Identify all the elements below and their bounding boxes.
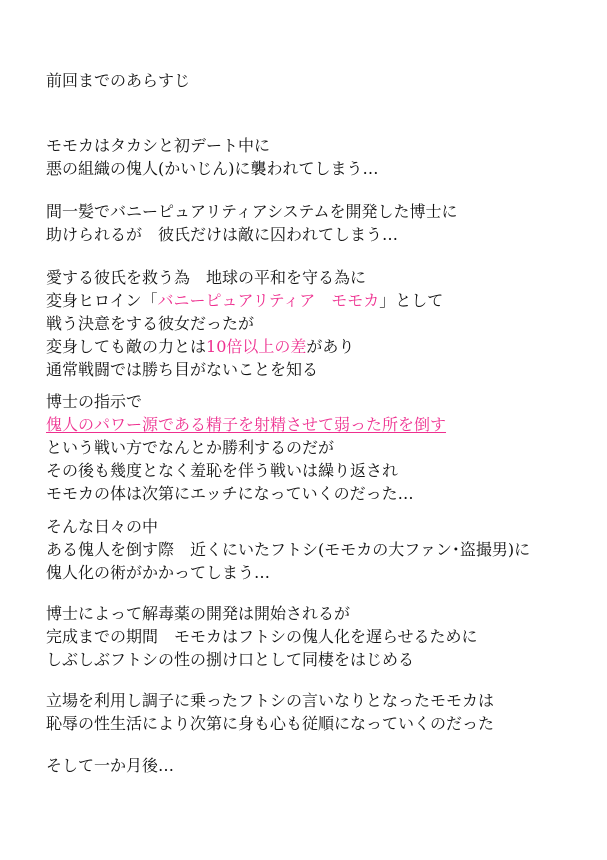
text-line: 助けられるが 彼氏だけは敵に囚われてしまう… bbox=[46, 225, 399, 244]
text-line: 完成までの期間 モモカはフトシの傀人化を遅らせるために bbox=[46, 627, 478, 646]
text-line bbox=[46, 289, 586, 312]
text-segment: 変身ヒロイン「 bbox=[46, 291, 158, 310]
paragraph-first-date bbox=[46, 134, 586, 180]
text-line: 博士によって解毒薬の開発は開始されるが bbox=[46, 604, 351, 623]
text-line: 傀人化の術がかかってしまう… bbox=[46, 563, 271, 582]
text-line: 悪の組織の傀人(かいじん)に襲われてしまう… bbox=[46, 159, 379, 178]
paragraph-submission bbox=[46, 689, 586, 735]
text-segment: 」として bbox=[379, 291, 444, 310]
text-line: しぶしぶフトシの性の捌け口として同棲をはじめる bbox=[46, 650, 415, 669]
text-line: 愛する彼氏を救う為 地球の平和を守る為に bbox=[46, 268, 367, 287]
text-line: その後も幾度となく羞恥を伴う戦いは繰り返され bbox=[46, 461, 399, 480]
text-line bbox=[46, 335, 586, 358]
text-segment: があり bbox=[306, 337, 355, 356]
text-segment: 変身しても敵の力とは bbox=[46, 337, 207, 356]
paragraph-rescue bbox=[46, 200, 586, 246]
text-line: 立場を利用し調子に乗ったフトシの言いなりとなったモモカは bbox=[46, 691, 495, 710]
paragraph-instructions bbox=[46, 390, 586, 505]
text-line: モモカはタカシと初デート中に bbox=[46, 136, 271, 155]
text-line: 恥辱の性生活により次第に身も心も従順になっていくのだった bbox=[46, 714, 495, 733]
paragraph-one-month-later bbox=[46, 754, 586, 777]
text-line: そんな日々の中 bbox=[46, 517, 159, 536]
text-line: という戦い方でなんとか勝利するのだが bbox=[46, 438, 335, 457]
text-line: そして一か月後… bbox=[46, 756, 175, 775]
heroine-name-highlight: バニーピュアリティア モモカ bbox=[157, 291, 380, 310]
text-line: 通常戦闘では勝ち目がないことを知る bbox=[46, 360, 319, 379]
text-line: モモカの体は次第にエッチになっていくのだった… bbox=[46, 484, 414, 503]
text-line: 博士の指示で bbox=[46, 392, 143, 411]
power-gap-highlight: 10倍以上の差 bbox=[206, 337, 307, 356]
text-line: 戦う決意をする彼女だったが bbox=[46, 314, 255, 333]
text-line: 間一髪でバニーピュアリティアシステムを開発した博士に bbox=[46, 202, 458, 221]
strategy-highlight: 傀人のパワー源である精子を射精させて弱った所を倒す bbox=[46, 415, 447, 434]
paragraph-futoshi bbox=[46, 515, 586, 584]
text-line: ある傀人を倒す際 近くにいたフトシ(モモカの大ファン･盗撮男)に bbox=[46, 540, 531, 559]
text-line bbox=[46, 413, 586, 436]
paragraph-transformation bbox=[46, 266, 586, 381]
paragraph-cohabitation bbox=[46, 602, 586, 671]
page-title: 前回までのあらすじ bbox=[46, 71, 191, 90]
